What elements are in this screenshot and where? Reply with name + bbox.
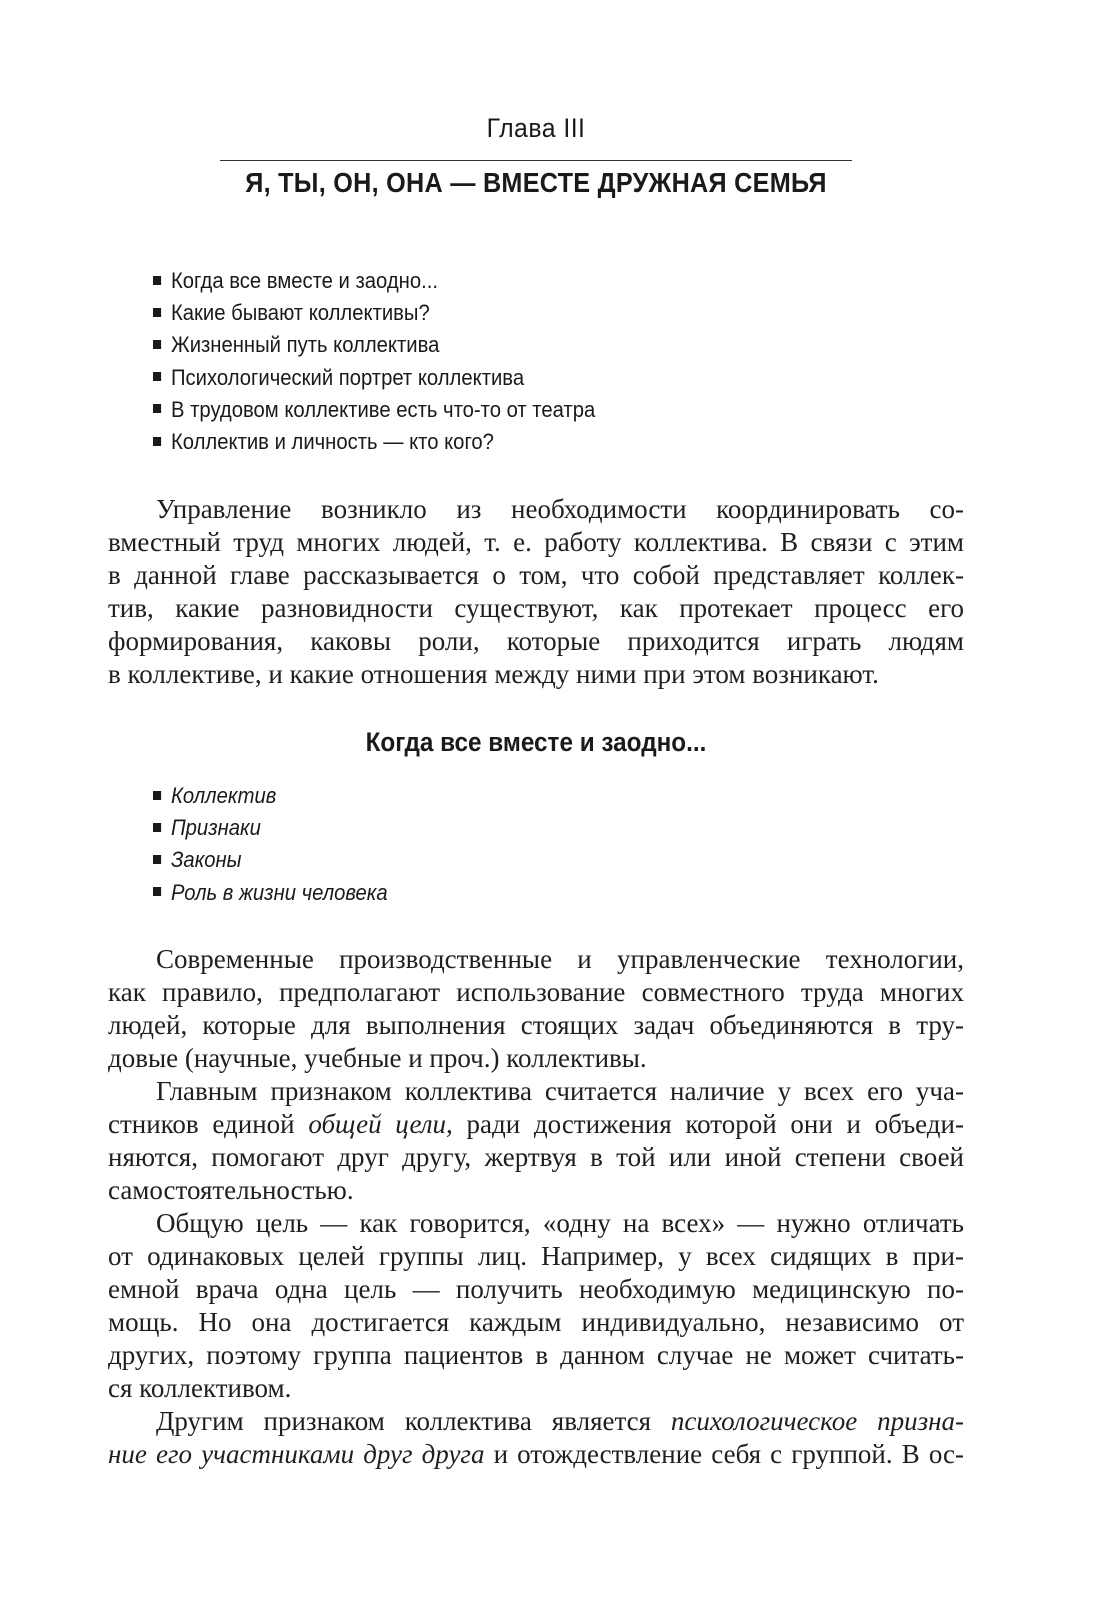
text-line: тив, какие разновидности существуют, как протекает процесс его	[108, 593, 964, 623]
section-title: Когда все вместе и заодно...	[365, 727, 707, 757]
text-line: людей, которые для выполнения стоящих задач объединяются в тру-	[108, 1010, 964, 1040]
text-line: других, поэтому группа пациентов в данном случае не может считать-	[108, 1340, 964, 1370]
subtopic-item: Коллектив	[153, 780, 388, 812]
text-line: емной врача одна цель — получить необходимую медицинскую по-	[108, 1274, 964, 1304]
section-subtopics-list	[153, 780, 414, 909]
subtopic-item: Законы	[153, 844, 388, 876]
square-bullet-icon	[153, 887, 161, 896]
subtopic-item: Роль в жизни человека	[153, 877, 388, 909]
text-line: довые (научные, учебные и проч.) коллективы.	[108, 1043, 647, 1073]
square-bullet-icon	[153, 437, 161, 446]
book-page	[108, 0, 964, 1614]
text-line: Управление возникло из необходимости координировать со-	[156, 494, 964, 524]
chapter-topics-list	[153, 265, 644, 458]
text-line: ся коллективом.	[108, 1373, 292, 1403]
text-line: вместный труд многих людей, т. е. работу коллектива. В связи с этим	[108, 527, 964, 557]
emphasis-text: ние его участниками друг друга	[108, 1439, 485, 1469]
chapter-title: Я, ТЫ, ОН, ОНА — ВМЕСТЕ ДРУЖНАЯ СЕМЬЯ	[245, 167, 827, 198]
text-run: ради достижения которой они и объеди-	[452, 1109, 964, 1139]
square-bullet-icon	[153, 276, 161, 285]
text-line	[108, 1108, 964, 1141]
topic-item: В трудовом коллективе есть что-то от театра	[153, 394, 595, 426]
emphasis-text: общей цели,	[308, 1109, 453, 1139]
square-bullet-icon	[153, 404, 161, 413]
square-bullet-icon	[153, 791, 161, 800]
section-body	[108, 943, 964, 1471]
topic-item: Жизненный путь коллектива	[153, 329, 595, 361]
square-bullet-icon	[153, 308, 161, 317]
topic-item: Психологический портрет коллектива	[153, 362, 595, 394]
text-line: в данной главе рассказывается о том, что собой представляет коллек-	[108, 560, 964, 590]
text-line: формирования, каковы роли, которые приходится играть людям	[108, 626, 964, 656]
text-run: Другим признаком коллектива является	[156, 1406, 671, 1436]
text-line: как правило, предполагают использование совместного труда многих	[108, 977, 964, 1007]
text-line: няются, помогают друг другу, жертвуя в той или иной степени своей	[108, 1142, 964, 1172]
subtopic-item: Признаки	[153, 812, 388, 844]
emphasis-text: психологическое призна-	[670, 1406, 964, 1436]
intro-paragraph	[108, 493, 964, 691]
text-line: Современные производственные и управленческие технологии,	[156, 944, 964, 974]
text-line: самостоятельностью.	[108, 1175, 354, 1205]
text-line: Главным признаком коллектива считается наличие у всех его уча-	[156, 1076, 964, 1106]
square-bullet-icon	[153, 823, 161, 832]
text-line	[108, 1438, 964, 1471]
topic-item: Когда все вместе и заодно...	[153, 265, 595, 297]
text-line: в коллективе, и какие отношения между ними при этом возникают.	[108, 659, 879, 689]
square-bullet-icon	[153, 372, 161, 381]
text-line: Общую цель — как говорится, «одну на всех» — нужно отличать	[156, 1208, 964, 1238]
text-line	[108, 1405, 964, 1438]
topic-item: Какие бывают коллективы?	[153, 297, 595, 329]
square-bullet-icon	[153, 855, 161, 864]
text-run: и отождествление себя с группой. В ос-	[484, 1439, 964, 1469]
text-run: стников единой	[108, 1109, 309, 1139]
square-bullet-icon	[153, 340, 161, 349]
text-line: от одинаковых целей группы лиц. Например, у всех сидящих в при-	[108, 1241, 964, 1271]
chapter-rule	[220, 160, 852, 161]
chapter-label: Глава III	[486, 113, 586, 143]
text-line: мощь. Но она достигается каждым индивидуально, независимо от	[108, 1307, 964, 1337]
topic-item: Коллектив и личность — кто кого?	[153, 426, 595, 458]
